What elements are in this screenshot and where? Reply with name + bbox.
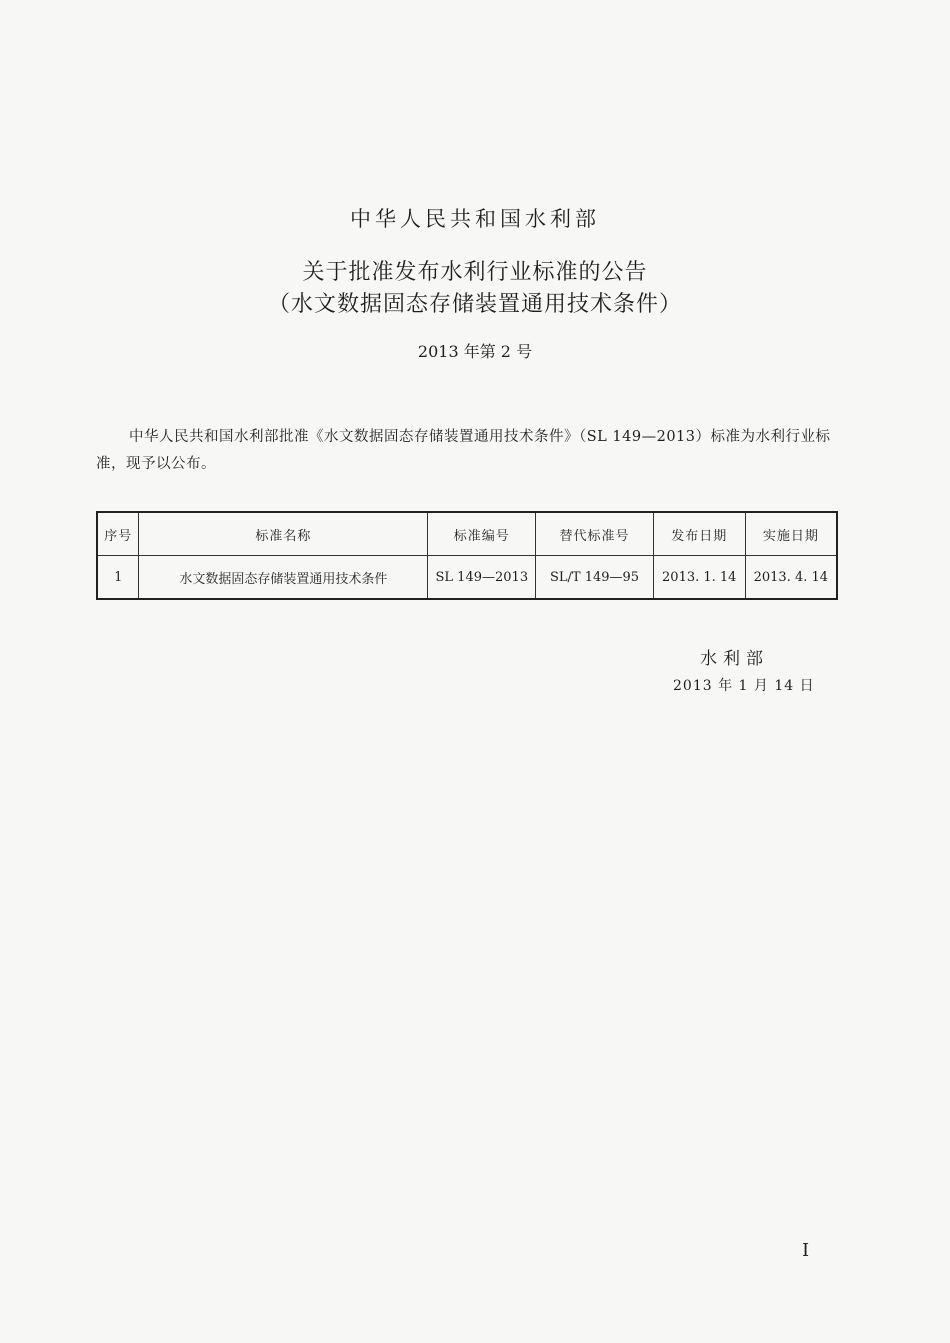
table-row (97, 556, 837, 600)
table-header-row (97, 512, 837, 556)
cell-release-date: 2013. 1. 14 (653, 556, 745, 600)
standards-table (96, 511, 838, 600)
cell-replaced-number: SL/T 149—95 (536, 556, 654, 600)
notice-title: 关于批准发布水利行业标准的公告 (302, 260, 648, 285)
ministry-name: 中华人民共和国水利部 (350, 207, 600, 231)
header-release-date: 发布日期 (653, 512, 745, 556)
header-standard-number: 标准编号 (428, 512, 536, 556)
cell-standard-number: SL 149—2013 (428, 556, 536, 600)
cell-standard-name: 水文数据固态存储装置通用技术条件 (139, 556, 428, 600)
signature-date: 2013 年 1 月 14 日 (673, 678, 815, 694)
header-index: 序号 (97, 512, 139, 556)
cell-index: 1 (97, 556, 139, 600)
document-number: 2013 年第 2 号 (417, 342, 533, 361)
notice-subtitle: （水文数据固态存储装置通用技术条件） (267, 292, 682, 317)
signature-org: 水利部 (700, 649, 769, 669)
cell-effective-date: 2013. 4. 14 (745, 556, 837, 600)
header-replaced-number: 替代标准号 (536, 512, 654, 556)
body-paragraph: 中华人民共和国水利部批准《水文数据固态存储装置通用技术条件》（SL 149—2013）标准为水利行业标准，现予以公布。 (96, 428, 831, 472)
header-standard-name: 标准名称 (139, 512, 428, 556)
header-effective-date: 实施日期 (745, 512, 837, 556)
page-number: I (802, 1240, 810, 1261)
